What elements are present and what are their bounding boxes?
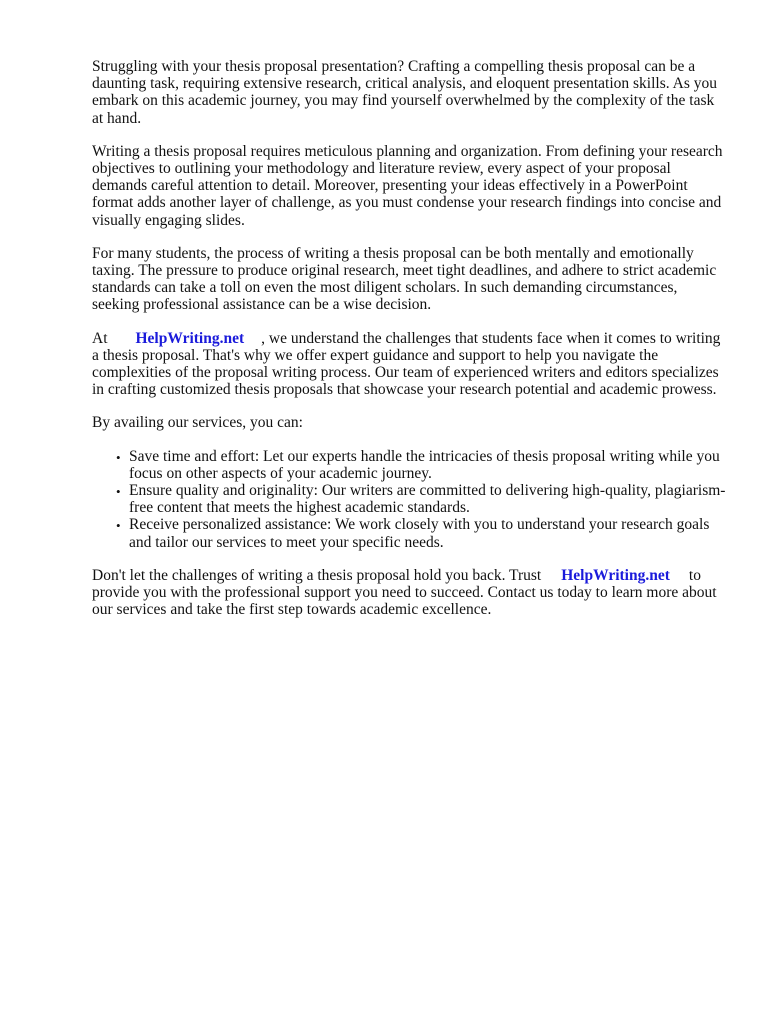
- service-intro-lead: At: [92, 329, 108, 347]
- list-item-text: Receive personalized assistance: We work closely with you to understand your research goals and tailor our services to meet your specific needs.: [129, 516, 710, 551]
- closing-text: to provide you with the professional support you need to succeed. Contact us today to learn more about our services and take the first step towards academic excellence.: [92, 566, 717, 619]
- list-item-text: Ensure quality and originality: Our writers are committed to delivering high-quality, plagiarism-free content that meets the highest academic standards.: [129, 482, 726, 517]
- list-item: [116, 516, 728, 550]
- list-item: [116, 482, 728, 516]
- helpwriting-link[interactable]: HelpWriting.net: [135, 329, 245, 347]
- service-intro-paragraph: [92, 330, 728, 399]
- services-list: [92, 448, 728, 551]
- closing-paragraph: [92, 567, 728, 619]
- document-body: [92, 58, 728, 634]
- bullet-icon: •: [116, 484, 121, 500]
- planning-paragraph: Writing a thesis proposal requires meticulous planning and organization. From defining your research objectives to outlining your methodology and literature review, every aspect of your proposal demands careful attention to detail. Moreover, presenting your ideas effectively in a PowerPoint format adds another layer of challenge, as you must condense your research findings into concise and visually engaging slides.: [92, 142, 723, 229]
- closing-lead: Don't let the challenges of writing a thesis proposal hold you back. Trust: [92, 566, 542, 584]
- helpwriting-link[interactable]: HelpWriting.net: [561, 566, 670, 584]
- bullet-icon: •: [116, 518, 121, 534]
- bullet-icon: •: [116, 449, 121, 465]
- services-heading: By availing our services, you can:: [92, 414, 303, 432]
- list-item: [116, 448, 728, 482]
- service-intro-text: , we understand the challenges that students face when it comes to writing a thesis proposal. That's why we offer expert guidance and support to help you navigate the complexities of the proposal writing process. Our team of experienced writers and editors specializes in crafting customized thesis proposals that showcase your research potential and academic prowess.: [92, 329, 721, 399]
- list-item-text: Save time and effort: Let our experts handle the intricacies of thesis proposal writing while you focus on other aspects of your academic journey.: [129, 447, 720, 482]
- intro-paragraph: Struggling with your thesis proposal presentation? Crafting a compelling thesis proposal can be a daunting task, requiring extensive research, critical analysis, and eloquent presentation skills. As you embark on this academic journey, you may find yourself overwhelmed by the complexity of the task at hand.: [92, 58, 718, 127]
- pressure-paragraph: For many students, the process of writing a thesis proposal can be both mentally and emotionally taxing. The pressure to produce original research, meet tight deadlines, and adhere to strict academic standards can take a toll on even the most diligent scholars. In such demanding circumstances, seeking professional assistance can be a wise decision.: [92, 244, 717, 314]
